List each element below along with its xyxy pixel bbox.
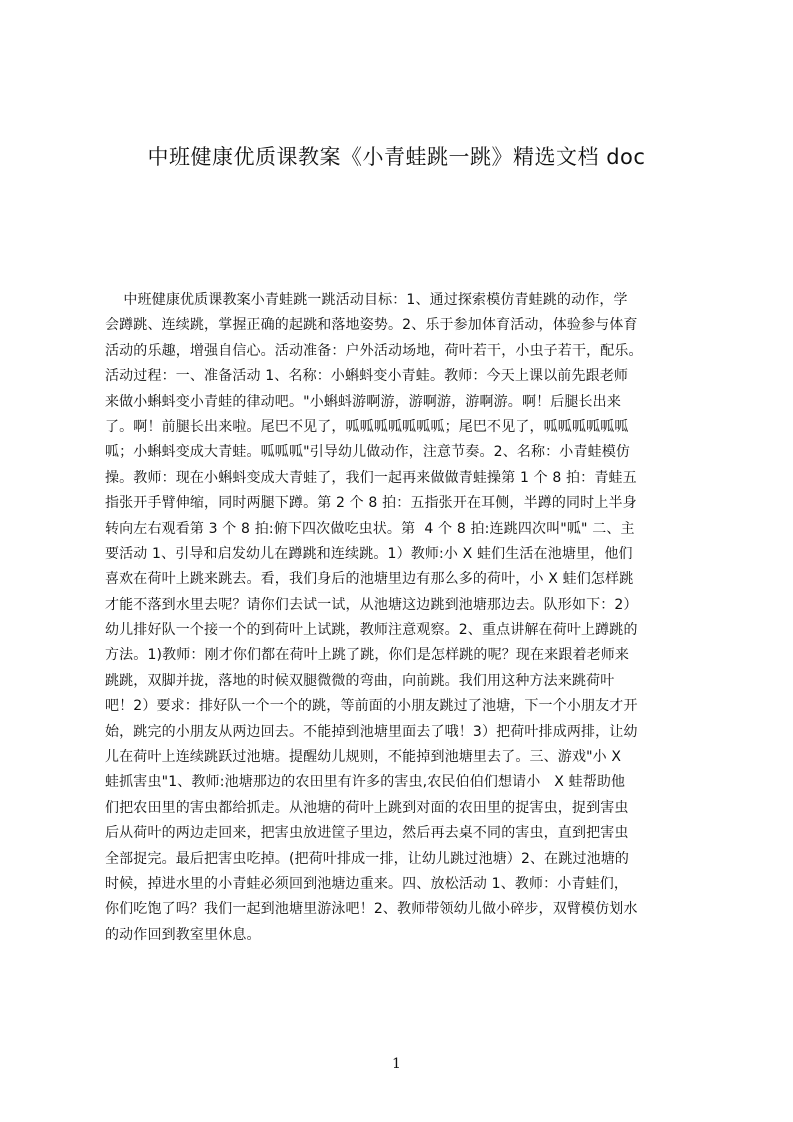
body-line: 喜欢在荷叶上跳来跳去。看，我们身后的池塘里边有那么多的荷叶，小 X 蛙们怎样跳 <box>105 571 634 588</box>
body-line: 要活动 1、引导和启发幼儿在蹲跳和连续跳。1）教师:小 X 蛙们生活在池塘里，他们 <box>105 545 633 562</box>
body-line: 活动过程：一、准备活动 1、名称：小蝌蚪变小青蛙。教师：今天上课以前先跟老师 <box>105 368 629 385</box>
body-line: 后从荷叶的两边走回来，把害虫放进筐子里边，然后再去桌不同的害虫，直到把害虫 <box>105 825 629 842</box>
body-line: 来做小蝌蚪变小青蛙的律动吧。"小蝌蚪游啊游，游啊游，游啊游。啊！后腿长出来 <box>105 393 621 410</box>
body-line: 跳跳，双脚并拢，落地的时候双腿微微的弯曲，向前跳。我们用这种方法来跳荷叶 <box>105 672 615 689</box>
body-line: 操。教师：现在小蝌蚪变成大青蛙了，我们一起再来做做青蛙操第 1 个 8 拍：青蛙五 <box>105 469 637 486</box>
body-line: 时候，掉进水里的小青蛙必须回到池塘边重来。四、放松活动 1、教师：小青蛙们， <box>105 875 629 892</box>
body-line: 儿在荷叶上连续跳跃过池塘。提醒幼儿规则，不能掉到池塘里去了。三、游戏"小 X <box>105 749 622 766</box>
document-body <box>105 288 697 988</box>
document-title: 中班健康优质课教案《小青蛙跳一跳》精选文档 doc <box>147 145 646 169</box>
body-line: 的动作回到教室里休息。 <box>105 926 261 943</box>
body-line: 指张开手臂伸缩，同时两腿下蹲。第 2 个 8 拍：五指张开在耳侧，半蹲的同时上半身 <box>105 495 637 512</box>
body-line: 才能不落到水里去呢？请你们去试一试，从池塘这边跳到池塘那边去。队形如下：2） <box>105 596 638 613</box>
body-line: 幼儿排好队一个接一个的到荷叶上试跳，教师注意观察。2、重点讲解在荷叶上蹲跳的 <box>105 622 638 639</box>
body-line: 呱；小蝌蚪变成大青蛙。呱呱呱"引导幼儿做动作，注意节奏。2、名称：小青蛙模仿 <box>105 444 631 461</box>
body-line: 方法。1)教师：刚才你们都在荷叶上跳了跳，你们是怎样跳的呢？现在来跟着老师来 <box>105 647 630 664</box>
body-line: 们把农田里的害虫都给抓走。从池塘的荷叶上跳到对面的农田里的捉害虫，捉到害虫 <box>105 799 629 816</box>
body-line: 蛙抓害虫"1、教师:池塘那边的农田里有许多的害虫,农民伯伯们想请小 X 蛙帮助他 <box>105 774 626 791</box>
body-line: 活动的乐趣，增强自信心。活动准备：户外活动场地，荷叶若干，小虫子若干，配乐。 <box>105 342 643 359</box>
body-line: 会蹲跳、连续跳，掌握正确的起跳和落地姿势。2、乐于参加体育活动，体验参与体育 <box>105 317 638 334</box>
page-number: 1 <box>392 1056 401 1072</box>
body-line: 全部捉完。最后把害虫吃掉。(把荷叶排成一排，让幼儿跳过池塘）2、在跳过池塘的 <box>105 850 630 867</box>
body-line: 吧！2）要求：排好队一个一个的跳，等前面的小朋友跳过了池塘，下一个小朋友才开 <box>105 698 638 715</box>
body-line: 转向左右观看第 3 个 8 拍:俯下四次做吃虫状。第 4 个 8 拍:连跳四次叫"呱" 二、主 <box>105 520 635 537</box>
body-line: 你们吃饱了吗？我们一起到池塘里游泳吧！2、教师带领幼儿做小碎步，双臂模仿划水 <box>105 901 638 918</box>
body-line: 中班健康优质课教案小青蛙跳一跳活动目标：1、通过探索模仿青蛙跳的动作，学 <box>105 292 628 308</box>
body-line: 了。啊！前腿长出来啦。尾巴不见了，呱呱呱呱呱呱呱；尾巴不见了，呱呱呱呱呱呱 <box>105 418 629 435</box>
body-line: 始，跳完的小朋友从两边回去。不能掉到池塘里面去了哦！3）把荷叶排成两排，让幼 <box>105 723 638 740</box>
